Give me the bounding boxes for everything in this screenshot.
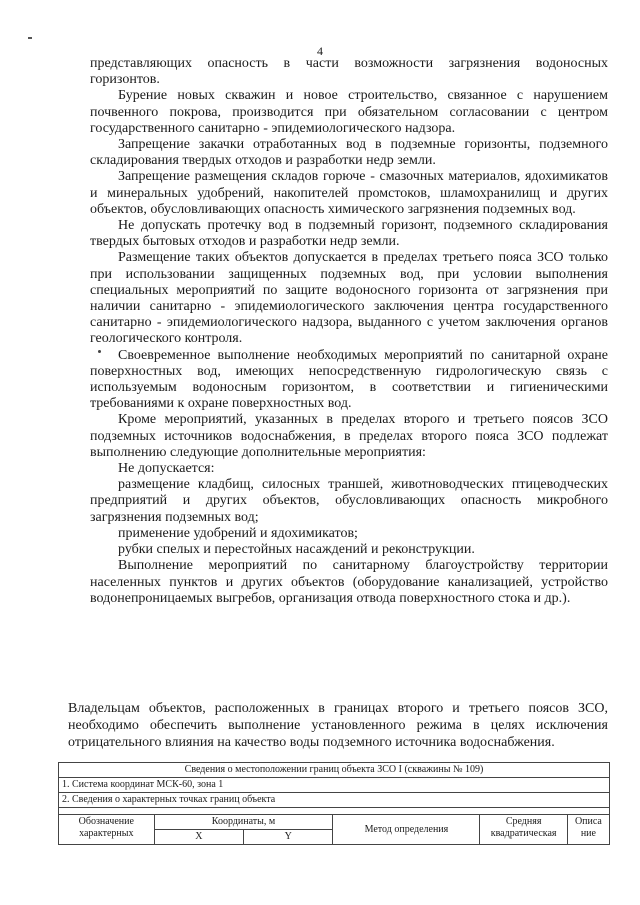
page-number: 4 xyxy=(317,44,323,58)
scan-mark xyxy=(28,37,32,39)
paragraph: Кроме мероприятий, указанных в пределах второго и третьего поясов ЗСО подземных источников водоснабжения, в пределах второго пояса ЗСО подлежат выполнению следующие дополнительные мероприятия: xyxy=(90,412,608,460)
header-point: Обозначение характерных xyxy=(59,815,155,845)
header-method: Метод определения xyxy=(333,815,480,845)
paragraph: Запрещение закачки отработанных вод в подземные горизонты, подземного складирования твердых отходов и разработки недр земли. xyxy=(90,137,608,169)
paragraph: применение удобрений и ядохимикатов; xyxy=(118,525,358,541)
table-spacer xyxy=(59,808,610,815)
paragraph: Запрещение размещения складов горюче - смазочных материалов, ядохимикатов и минеральных удобрений, накопителей промстоков, шламохранилищ и других объектов, обусловливающих опасность химического загрязнения подземных вод. xyxy=(90,169,608,217)
header-y: Y xyxy=(244,830,333,845)
paragraph: размещение кладбищ, силосных траншей, животноводческих птицеводческих предприятий и других объектов, обусловливающих опасность микробного загрязнения подземных вод; xyxy=(90,477,608,525)
header-x: X xyxy=(154,830,243,845)
closing-paragraph: Владельцам объектов, расположенных в границах второго и третьего поясов ЗСО, необходимо обеспечить выполнение установленного режима в целях исключения отрицательного влияния на качество воды подземного источника водоснабжения. xyxy=(68,701,608,750)
header-coords: Координаты, м xyxy=(154,815,333,830)
paragraph: Бурение новых скважин и новое строительство, связанное с нарушением почвенного покрова, производится при обязательном согласовании с центром государственного санитарно - эпидемиологического надзора. xyxy=(90,88,608,136)
body-text xyxy=(90,56,608,607)
paragraph: Не допускать протечку вод в подземный горизонт, подземного складирования твердых бытовых отходов и разработки недр земли. xyxy=(90,218,608,250)
table-row: 1. Система координат МСК-60, зона 1 xyxy=(59,778,610,793)
table-title: Сведения о местоположении границ объекта ЗСО I (скважины № 109) xyxy=(59,763,610,778)
paragraph: рубки спелых и перестойных насаждений и реконструкции. xyxy=(118,542,475,558)
paragraph: Размещение таких объектов допускается в пределах третьего пояса ЗСО только при использовании защищенных подземных вод, при условии выполнения специальных мероприятий по защите водоносного горизонта от загрязнения при наличии санитарно - эпидемиологического заключения центра государственного санитарно - эпидемиологического надзора, выданного с учетом заключения органов геологического контроля. xyxy=(90,250,608,347)
paragraph: Выполнение мероприятий по санитарному благоустройству территории населенных пунктов и других объектов (оборудование канализацией, устройство водонепроницаемых выгребов, организация отвода поверхностного стока и др.). xyxy=(90,558,608,606)
boundary-table xyxy=(58,762,610,845)
scan-mark xyxy=(98,350,101,353)
header-rms: Средняя квадратическая xyxy=(480,815,567,845)
header-desc: Описа ние xyxy=(567,815,609,845)
paragraph: Своевременное выполнение необходимых мероприятий по санитарной охране поверхностных вод, имеющих непосредственную гидрологическую связь с используемым водоносным горизонтом, в соответствии и гигиеническими требованиями к охране поверхностных вод. xyxy=(90,347,608,412)
paragraph: представляющих опасность в части возможности загрязнения водоносных горизонтов. xyxy=(90,56,608,88)
paragraph: Не допускается: xyxy=(118,461,215,477)
table-row: 2. Сведения о характерных точках границ объекта xyxy=(59,793,610,808)
